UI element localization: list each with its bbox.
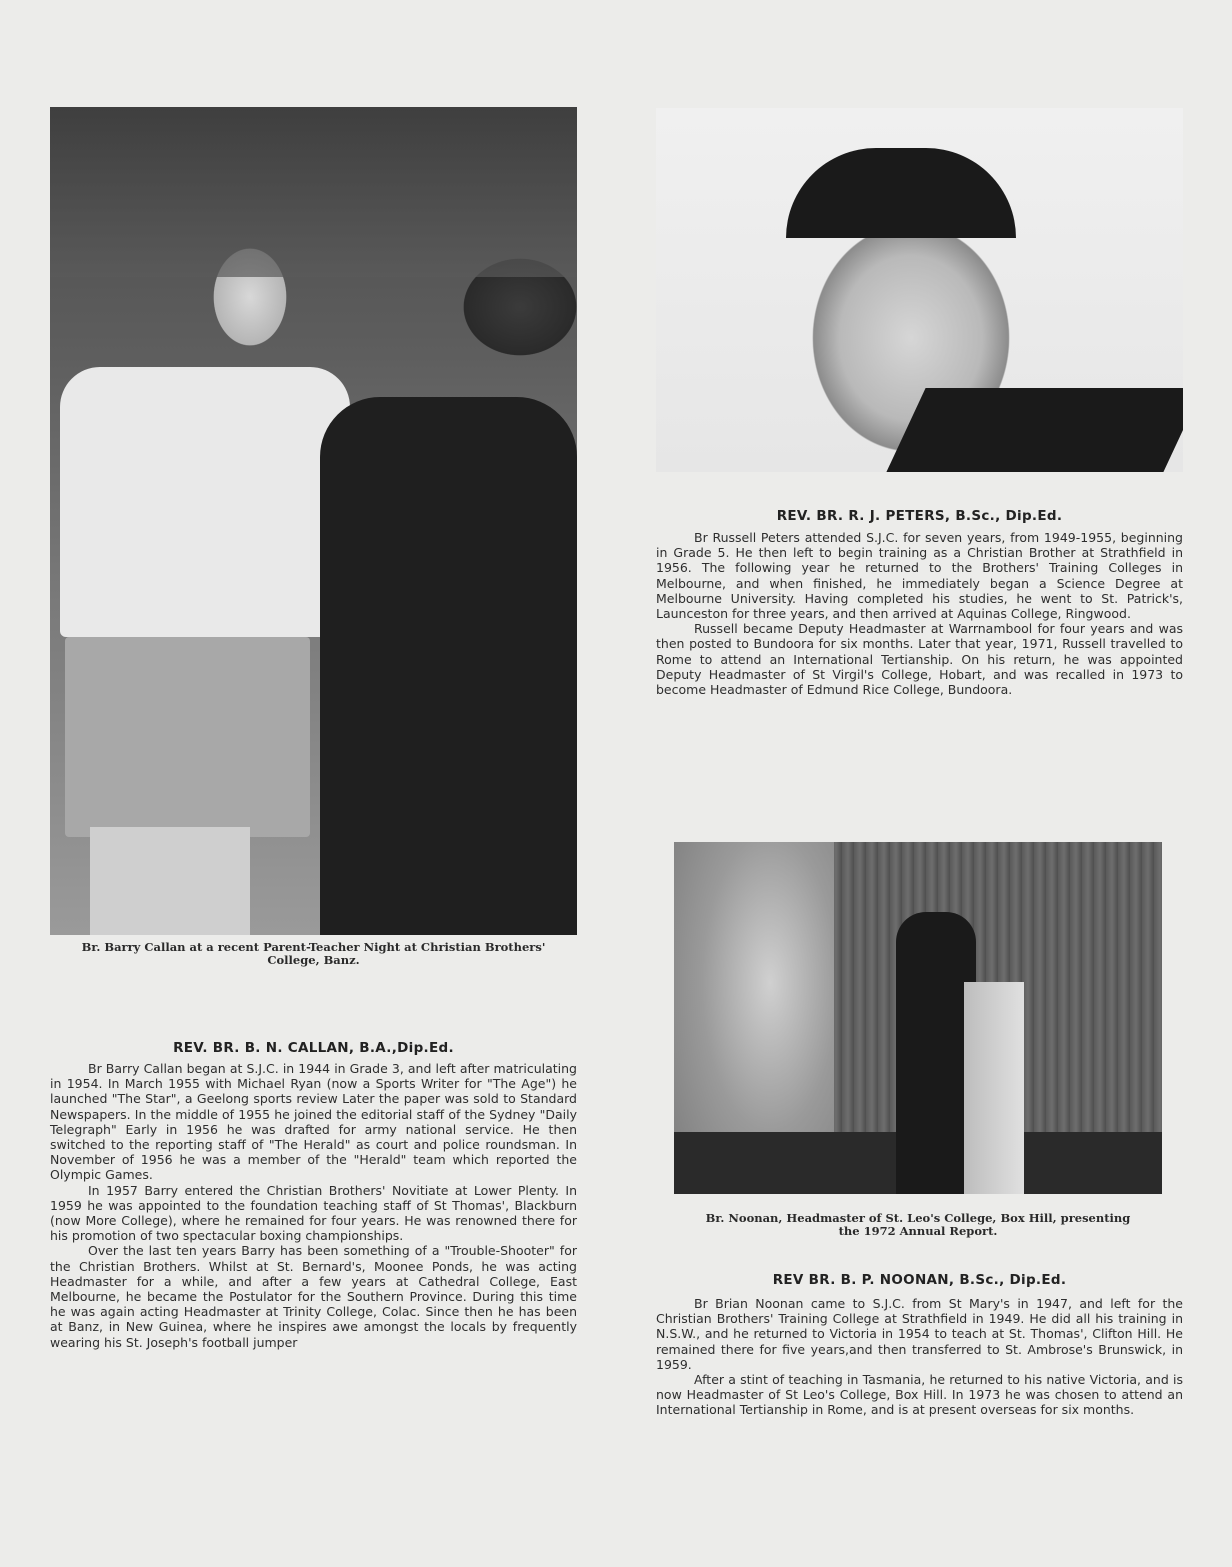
heading-callan: REV. BR. B. N. CALLAN, B.A.,Dip.Ed.	[173, 1040, 454, 1056]
caption-noonan: Br. Noonan, Headmaster of St. Leo's College, Box Hill, presenting the 1972 Annual Report.	[705, 1211, 1131, 1238]
photo-lectern	[964, 982, 1024, 1194]
photo-callan	[50, 107, 577, 935]
paragraph: Br Brian Noonan came to S.J.C. from St Mary's in 1947, and left for the Christian Brothers' Training College at Strathfield in 1949. He did all his training in N.S.W., and he returned to Victoria in 1954 to teach at St. Thomas', Clifton Hill. He remained there for five years,and then transferred to St. Ambrose's Brunswick, in 1959.	[656, 1296, 1183, 1372]
article-callan	[50, 1061, 577, 1350]
paragraph: After a stint of teaching in Tasmania, he returned to his native Victoria, and is now Headmaster of St Leo's College, Box Hill. In 1973 he was chosen to attend an International Tertianship in Rome, and is at present overseas for six months.	[656, 1372, 1183, 1418]
heading-noonan: REV BR. B. P. NOONAN, B.Sc., Dip.Ed.	[772, 1272, 1067, 1288]
paragraph: Br Barry Callan began at S.J.C. in 1944 in Grade 3, and left after matriculating in 1954. In March 1955 with Michael Ryan (now a Sports Writer for "The Age") he launched "The Star", a Geelong sports review Later the paper was sold to Standard Newspapers. In the middle of 1955 he joined the editorial staff of the Sydney "Daily Telegraph" Early in 1956 he was drafted for army national service. He then switched to the reporting staff of "The Herald" as court and police roundsman. In November of 1956 he was a member of the "Herald" team which reported the Olympic Games.	[50, 1061, 577, 1183]
paragraph: Over the last ten years Barry has been something of a "Trouble-Shooter" for the Christian Brothers. Whilst at St. Bernard's, Moonee Ponds, he was acting Headmaster for a while, and after a few years at Cathedral College, East Melbourne, he became the Postulator for the Southern Province. During this time he was again acting Headmaster at Trinity College, Colac. Since then he has been at Banz, in New Guinea, where he inspires awe amongst the locals by frequently wearing his St. Joseph's football jumper	[50, 1243, 577, 1350]
caption-callan: Br. Barry Callan at a recent Parent-Teacher Night at Christian Brothers' College, Banz.	[81, 940, 546, 967]
photo-figure-callan	[60, 367, 350, 637]
photo-trees	[50, 107, 577, 277]
paragraph: Russell became Deputy Headmaster at Warrnambool for four years and was then posted to Bundoora for six months. Later that year, 1971, Russell travelled to Rome to attend an International Tertianship. On his return, he was appointed Deputy Headmaster of St Virgil's College, Hobart, and was recalled in 1973 to become Headmaster of Edmund Rice College, Bundoora.	[656, 621, 1183, 698]
photo-figure-local	[320, 397, 577, 935]
photo-peters	[656, 108, 1183, 472]
photo-hair	[786, 148, 1016, 238]
article-noonan	[656, 1296, 1183, 1418]
photo-noonan	[674, 842, 1162, 1194]
photo-collar	[886, 388, 1183, 472]
photo-legs	[90, 827, 250, 935]
paragraph: In 1957 Barry entered the Christian Brothers' Novitiate at Lower Plenty. In 1959 he was appointed to the foundation teaching staff of St Thomas', Blackburn (now More College), where he remained for four years. He was renowned there for his promotion of two spectacular boxing championships.	[50, 1182, 577, 1244]
paragraph: Br Russell Peters attended S.J.C. for seven years, from 1949-1955, beginning in Grade 5. He then left to begin training as a Christian Brother at Strathfield in 1956. The following year he returned to the Brothers' Training Colleges in Melbourne, and when finished, he immediately began a Science Degree at Melbourne University. Having completed his studies, he went to St. Patrick's, Launceston for three years, and then arrived at Aquinas College, Ringwood.	[656, 530, 1183, 622]
article-peters	[656, 530, 1183, 697]
photo-shorts	[65, 637, 310, 837]
heading-peters: REV. BR. R. J. PETERS, B.Sc., Dip.Ed.	[776, 508, 1063, 524]
